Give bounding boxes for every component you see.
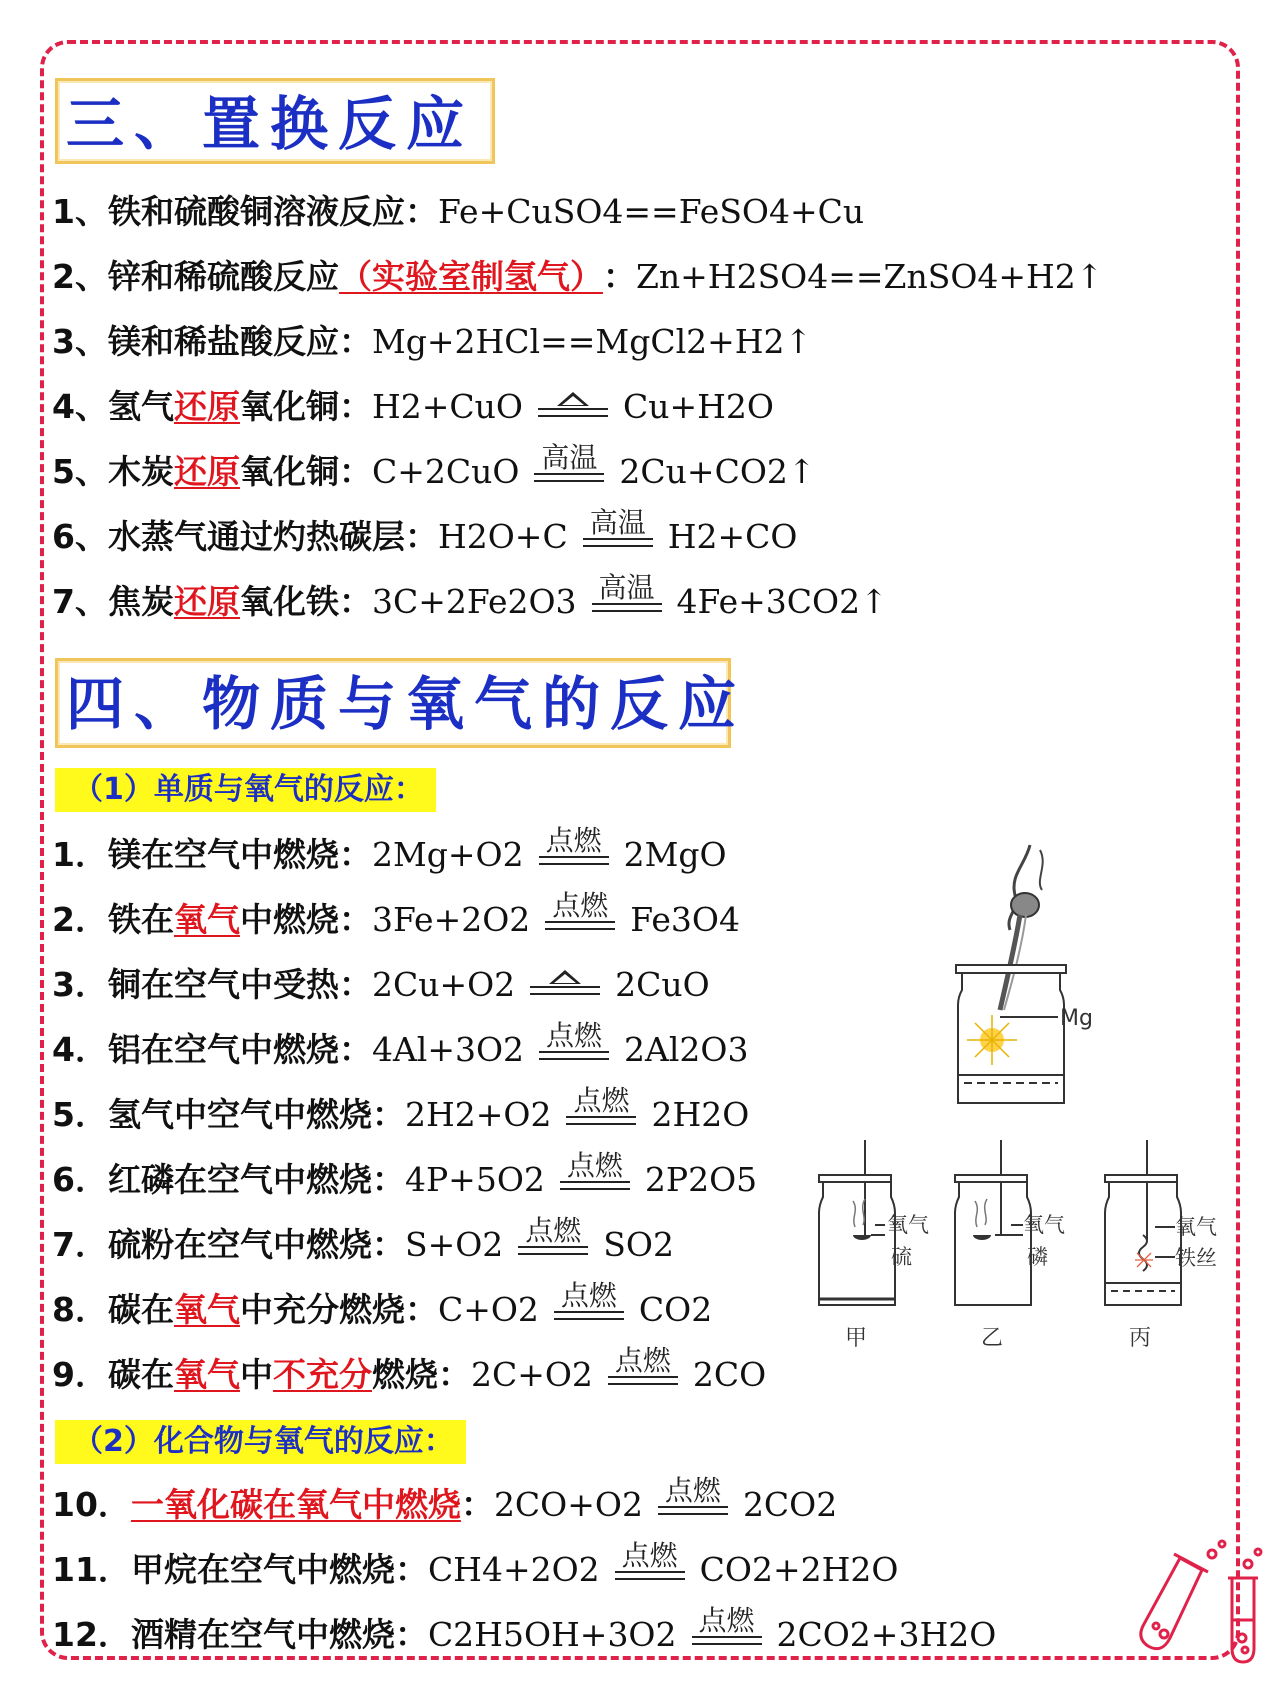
equation-number: 2． <box>52 900 108 939</box>
reaction-condition <box>612 1540 688 1580</box>
equation-reactants: S+O2 <box>404 1225 504 1264</box>
jar-jia-label-sulfur: 硫 <box>891 1245 912 1269</box>
equation-reactants: 2Mg+O2 <box>371 835 524 874</box>
equation-desc-2: 氧化铁： <box>239 582 372 621</box>
equation-row <box>52 387 774 427</box>
condition-text: 点燃 <box>621 1539 678 1572</box>
jar-jia-caption: 甲 <box>845 1326 868 1350</box>
equation-desc: 硫粉在空气中燃烧： <box>107 1225 405 1264</box>
equation-desc: 酒精在空气中燃烧： <box>130 1615 428 1654</box>
equation-row <box>52 1344 767 1395</box>
equation-reactants: Mg+2HCl==MgCl2+H2↑ <box>371 322 813 361</box>
reaction-condition <box>551 1280 627 1320</box>
equation-products: Cu+H2O <box>622 387 774 426</box>
equation-desc: 氢气中空气中燃烧： <box>107 1095 405 1134</box>
equals-double-line <box>539 1051 609 1060</box>
equation-products: 2MgO <box>623 835 727 874</box>
condition-text: 点燃 <box>698 1604 755 1637</box>
equation-number: 11． <box>52 1550 131 1589</box>
equation-desc: 铝在空气中燃烧： <box>107 1030 372 1069</box>
reaction-condition <box>515 1215 591 1255</box>
reaction-condition <box>563 1085 639 1125</box>
equation-reactants: 2H2+O2 <box>404 1095 552 1134</box>
equation-number: 9． <box>52 1355 108 1394</box>
condition-text: 点燃 <box>552 889 609 922</box>
equation-row <box>52 322 812 362</box>
equation-reactants: C+O2 <box>437 1290 539 1329</box>
equation-highlight: 还原 <box>173 387 240 426</box>
reaction-condition <box>536 1020 612 1060</box>
equation-products: 2CuO <box>615 965 710 1004</box>
equation-highlight: 还原 <box>173 582 240 621</box>
equation-reactants: 2CO+O2 <box>493 1485 643 1524</box>
equation-row <box>52 1279 713 1330</box>
equation-products: 2Cu+CO2↑ <box>619 452 816 491</box>
equation-row <box>52 506 798 557</box>
equation-products: 2Al2O3 <box>624 1030 749 1069</box>
equation-products: 2CO2+3H2O <box>776 1615 997 1654</box>
equation-number: 7、 <box>52 582 108 621</box>
jar-bing <box>1105 1140 1217 1350</box>
equation-number: 7． <box>52 1225 108 1264</box>
equation-number: 6、 <box>52 517 108 556</box>
reaction-condition <box>655 1475 731 1515</box>
subsection-2-title: （2）化合物与氧气的反应： <box>55 1420 466 1464</box>
equation-row <box>52 257 1103 297</box>
equation-products: 2CO <box>692 1355 767 1394</box>
equals-double-line <box>658 1506 728 1515</box>
equals-double-line <box>554 1311 624 1320</box>
equation-desc-2: 中充分燃烧： <box>239 1290 438 1329</box>
equation-desc: 甲烷在空气中燃烧： <box>130 1550 428 1589</box>
equation-row <box>52 1084 750 1135</box>
equals-double-line <box>530 986 600 995</box>
equation-desc: 铁和硫酸铜溶液反应： <box>107 192 438 231</box>
equation-desc-2: ： <box>460 1485 494 1524</box>
equation-products: H2+CO <box>667 517 798 556</box>
equation-number: 8． <box>52 1290 108 1329</box>
equation-reactants: CH4+2O2 <box>427 1550 600 1589</box>
equation-products: SO2 <box>603 1225 674 1264</box>
equation-row <box>52 571 888 622</box>
condition-text: 点燃 <box>614 1344 671 1377</box>
jar-yi <box>955 1140 1065 1350</box>
condition-text: 高温 <box>589 506 646 539</box>
equals-double-line <box>608 1376 678 1385</box>
equation-reactants: 2C+O2 <box>470 1355 593 1394</box>
condition-text: 点燃 <box>525 1214 582 1247</box>
equation-desc-2: 氧化铜： <box>239 387 372 426</box>
reaction-condition <box>580 507 656 547</box>
equation-row <box>52 1604 997 1655</box>
reaction-condition <box>605 1345 681 1385</box>
equation-row <box>52 965 710 1005</box>
equation-reactants: H2O+C <box>437 517 568 556</box>
equation-desc-3: 燃烧： <box>371 1355 471 1394</box>
condition-text: 点燃 <box>573 1084 630 1117</box>
equation-desc-2: 中 <box>239 1355 273 1394</box>
jar-jia <box>819 1140 929 1350</box>
equation-number: 4、 <box>52 387 108 426</box>
equation-number: 3． <box>52 965 108 1004</box>
equation-products: 2P2O5 <box>644 1160 758 1199</box>
equals-double-line <box>692 1636 762 1645</box>
equation-highlight: 氧气 <box>173 1290 240 1329</box>
equation-reactants: 3C+2Fe2O3 <box>371 582 577 621</box>
equation-desc: 碳在 <box>107 1355 174 1394</box>
condition-text: 点燃 <box>545 824 602 857</box>
equation-products: Fe3O4 <box>630 900 740 939</box>
equation-desc: 氢气 <box>107 387 174 426</box>
equation-number: 3、 <box>52 322 108 361</box>
equation-reactants: 2Cu+O2 <box>371 965 516 1004</box>
equation-highlight: 氧气 <box>173 900 240 939</box>
heat-triangle-icon <box>549 970 581 984</box>
section-3-title: 三、置换反应 <box>55 78 495 164</box>
equation-highlight: （实验室制氢气） <box>338 257 603 296</box>
equation-number: 5． <box>52 1095 108 1134</box>
equation-row <box>52 1214 674 1265</box>
equation-number: 12． <box>52 1615 131 1654</box>
equation-number: 2、 <box>52 257 108 296</box>
jar-jia-label-oxygen: 氧气 <box>887 1213 929 1237</box>
reaction-condition <box>589 572 665 612</box>
equation-number: 1、 <box>52 192 108 231</box>
equation-reactants: C2H5OH+3O2 <box>427 1615 677 1654</box>
equation-reactants: C+2CuO <box>371 452 520 491</box>
equation-desc-2: ： <box>602 257 636 296</box>
equation-number: 1． <box>52 835 108 874</box>
reaction-condition <box>689 1605 765 1645</box>
equals-double-line <box>592 603 662 612</box>
reaction-condition <box>531 442 607 482</box>
equation-products: 2H2O <box>651 1095 750 1134</box>
jar-bing-caption: 丙 <box>1129 1326 1152 1350</box>
equation-row <box>52 1474 838 1525</box>
equation-reactants: 3Fe+2O2 <box>371 900 531 939</box>
reaction-condition <box>535 377 611 417</box>
mg-label: Mg <box>1060 1006 1093 1031</box>
equation-reactants: H2+CuO <box>371 387 523 426</box>
condition-text: 点燃 <box>664 1474 721 1507</box>
three-jars-figure <box>815 1135 1235 1350</box>
section-4-title: 四、物质与氧气的反应 <box>55 658 731 748</box>
equation-desc: 镁和稀盐酸反应： <box>107 322 372 361</box>
condition-text: 高温 <box>598 571 655 604</box>
equation-reactants: 4P+5O2 <box>404 1160 545 1199</box>
jar-yi-caption: 乙 <box>981 1326 1004 1350</box>
condition-text: 点燃 <box>566 1149 623 1182</box>
jar-bing-label-oxygen: 氧气 <box>1175 1215 1217 1239</box>
condition-text: 点燃 <box>546 1019 603 1052</box>
equation-desc: 木炭 <box>107 452 174 491</box>
equals-double-line <box>518 1246 588 1255</box>
equation-products: CO2+2H2O <box>699 1550 899 1589</box>
equation-row <box>52 1149 758 1200</box>
equation-row <box>52 824 727 875</box>
equation-row <box>52 1539 899 1590</box>
equation-desc: 红磷在空气中燃烧： <box>107 1160 405 1199</box>
equals-double-line <box>534 473 604 482</box>
equation-desc-2: 氧化铜： <box>239 452 372 491</box>
equals-double-line <box>538 408 608 417</box>
condition-text: 点燃 <box>560 1279 617 1312</box>
equals-double-line <box>566 1116 636 1125</box>
equation-products: CO2 <box>638 1290 713 1329</box>
reaction-condition <box>527 955 603 995</box>
jar-yi-label-phosphorus: 磷 <box>1027 1245 1048 1269</box>
equation-row <box>52 192 864 232</box>
equation-reactants: Zn+H2SO4==ZnSO4+H2↑ <box>635 257 1104 296</box>
equation-highlight-2: 不充分 <box>272 1355 372 1394</box>
equation-number: 4． <box>52 1030 108 1069</box>
equation-highlight: 氧气 <box>173 1355 240 1394</box>
equation-desc: 水蒸气通过灼热碳层： <box>107 517 438 556</box>
equation-desc-2: 中燃烧： <box>239 900 372 939</box>
equation-row <box>52 1019 749 1070</box>
equation-highlight: 一氧化碳在氧气中燃烧 <box>130 1485 461 1524</box>
mg-combustion-figure <box>930 835 1120 1105</box>
equals-double-line <box>583 538 653 547</box>
equation-number: 10． <box>52 1485 131 1524</box>
condition-text: 高温 <box>541 441 598 474</box>
equals-double-line <box>615 1571 685 1580</box>
equation-number: 5、 <box>52 452 108 491</box>
equation-desc: 焦炭 <box>107 582 174 621</box>
equation-desc: 碳在 <box>107 1290 174 1329</box>
equation-highlight: 还原 <box>173 452 240 491</box>
equation-row <box>52 889 740 940</box>
jar-bing-label-iron-wire: 铁丝 <box>1175 1246 1217 1270</box>
equals-double-line <box>545 921 615 930</box>
equation-desc: 铁在 <box>107 900 174 939</box>
equation-desc: 镁在空气中燃烧： <box>107 835 372 874</box>
test-tubes-decoration-icon <box>1130 1538 1270 1668</box>
equation-products: 4Fe+3CO2↑ <box>676 582 888 621</box>
jar-yi-label-oxygen: 氧气 <box>1023 1213 1065 1237</box>
equation-desc: 锌和稀硫酸反应 <box>107 257 339 296</box>
equation-reactants: Fe+CuSO4==FeSO4+Cu <box>437 192 865 231</box>
equals-double-line <box>539 856 609 865</box>
reaction-condition <box>542 890 618 930</box>
equals-double-line <box>560 1181 630 1190</box>
equation-reactants: 4Al+3O2 <box>371 1030 525 1069</box>
equation-desc: 铜在空气中受热： <box>107 965 372 1004</box>
heat-triangle-icon <box>557 392 589 406</box>
equation-row <box>52 441 816 492</box>
equation-number: 6． <box>52 1160 108 1199</box>
reaction-condition <box>557 1150 633 1190</box>
reaction-condition <box>536 825 612 865</box>
subsection-1-title: （1）单质与氧气的反应： <box>55 768 436 812</box>
equation-products: 2CO2 <box>742 1485 838 1524</box>
